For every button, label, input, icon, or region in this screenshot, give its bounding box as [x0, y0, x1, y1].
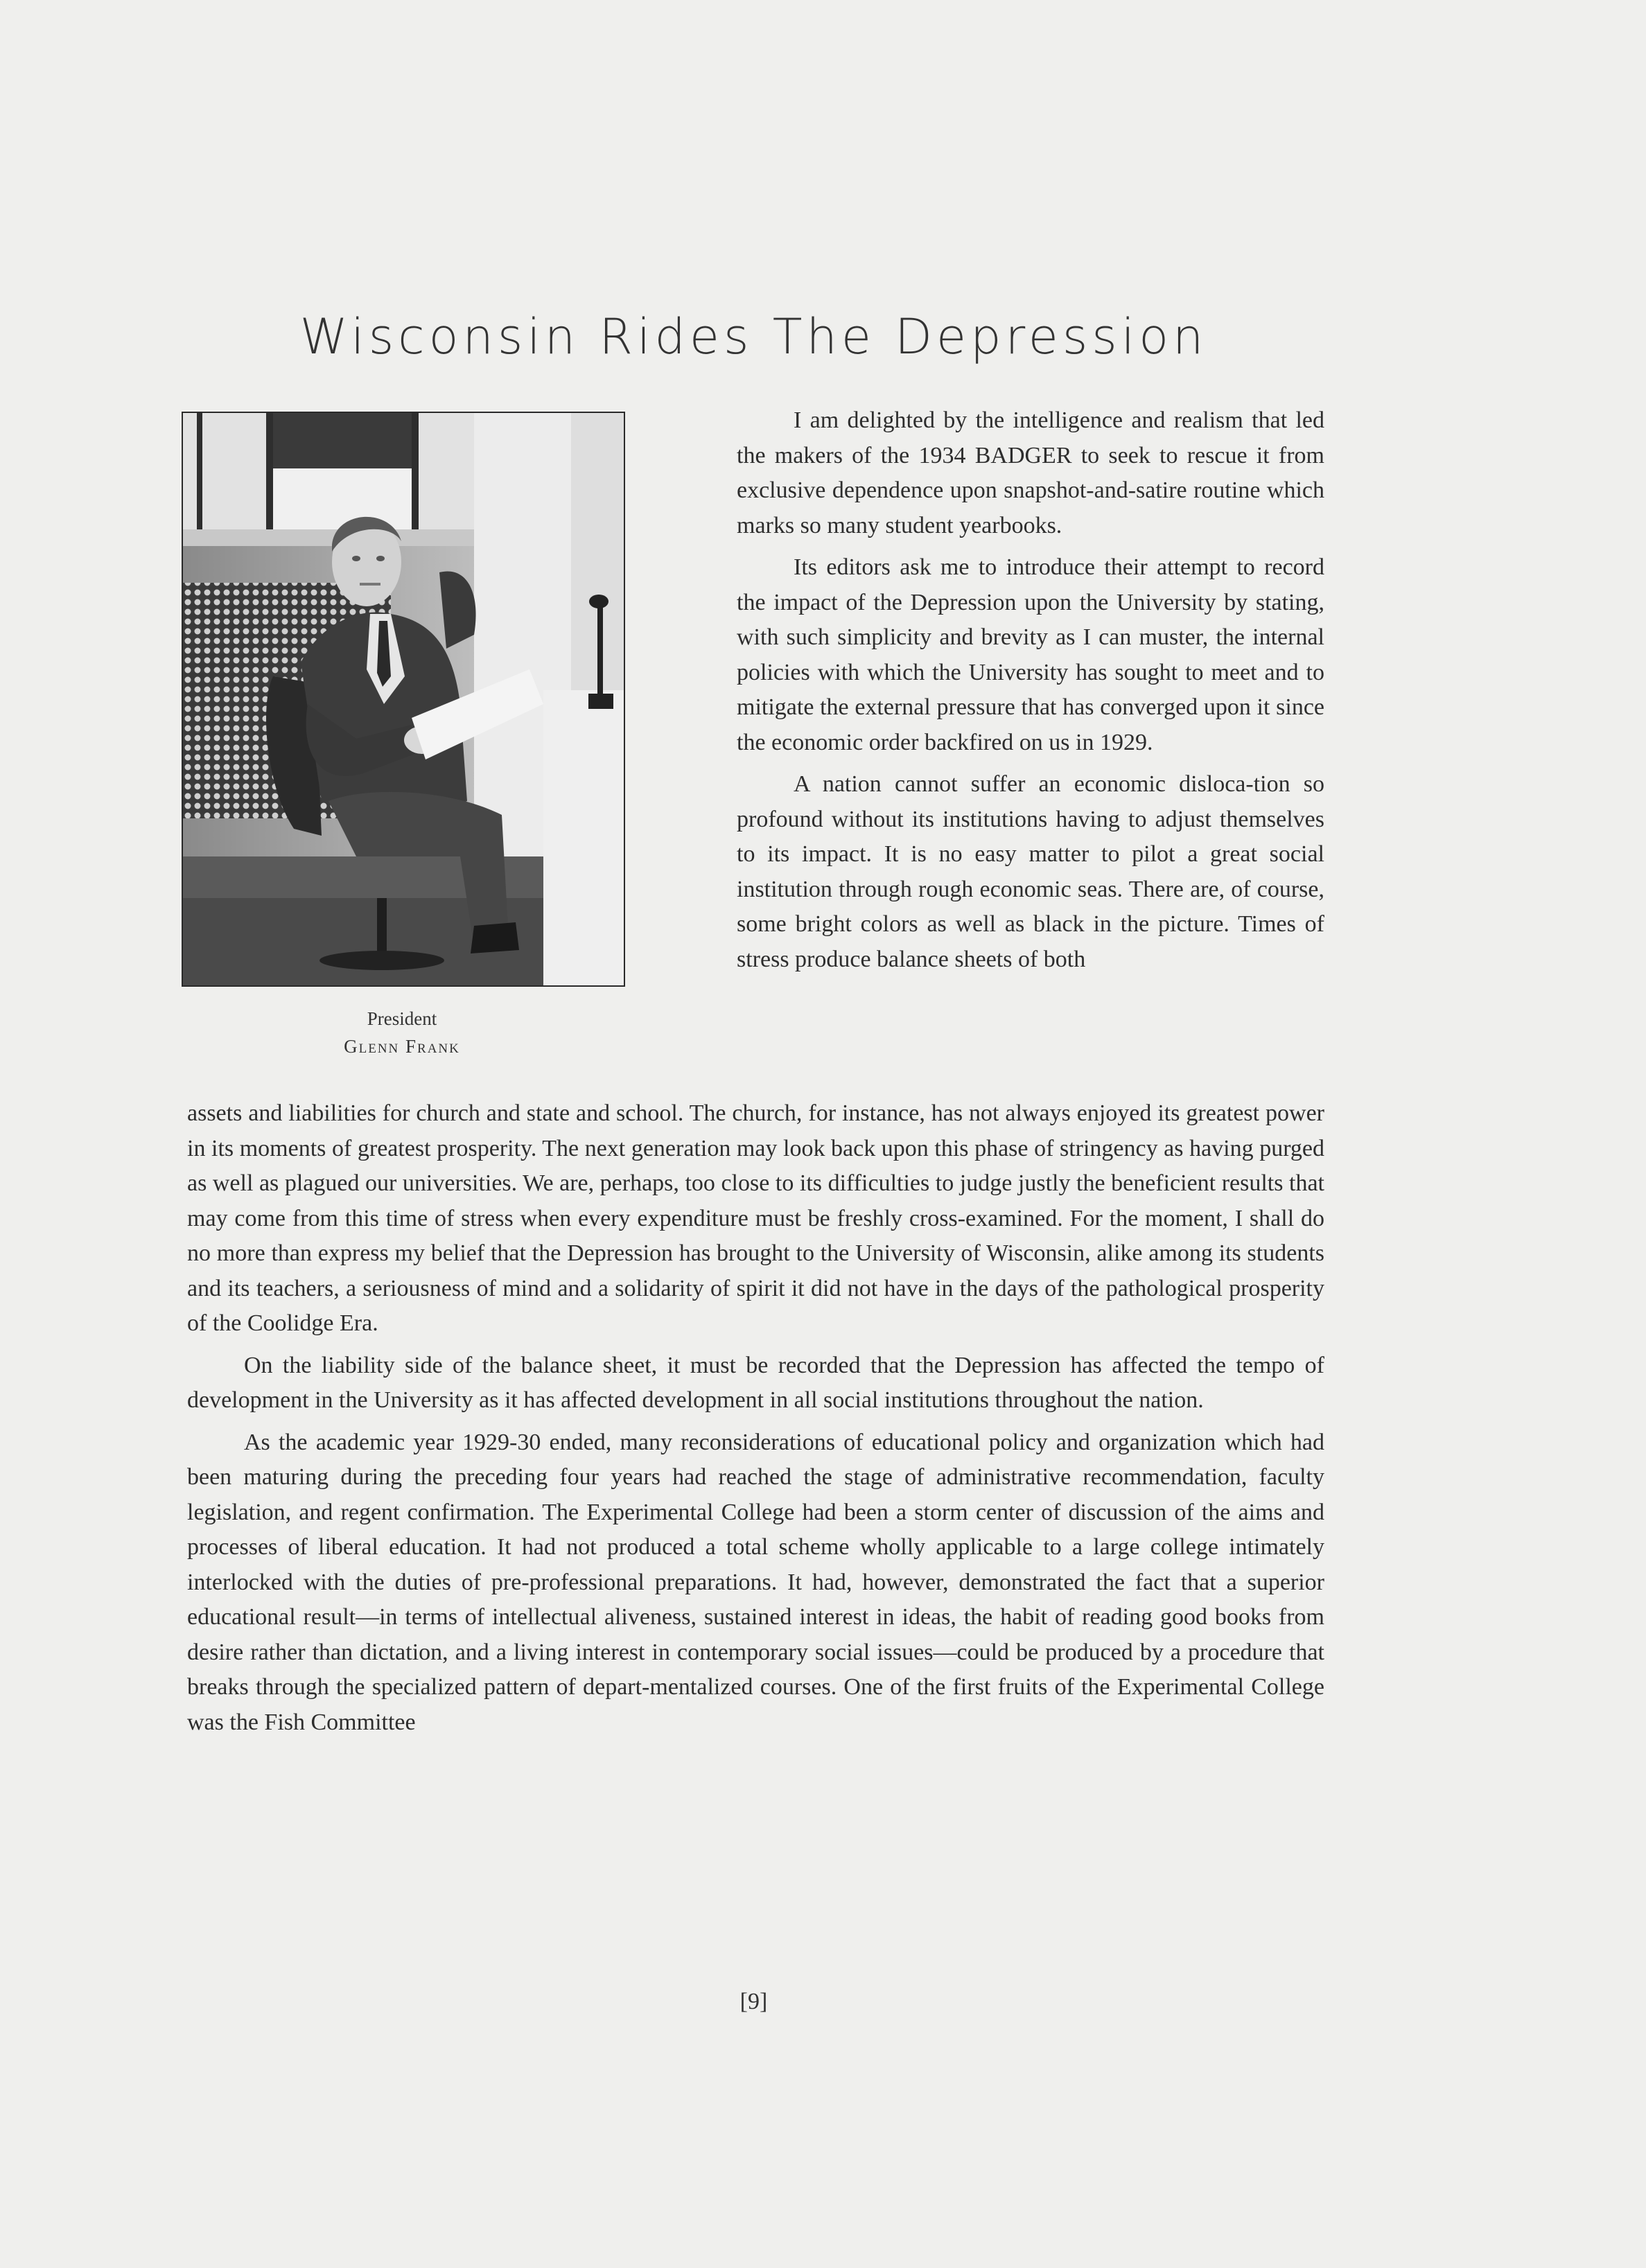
page-number: [9] — [739, 1989, 768, 2014]
main-column — [187, 1096, 1324, 1747]
intro-column — [737, 403, 1324, 984]
photo-caption — [182, 1005, 622, 1060]
paragraph: Its editors ask me to introduce their attempt to record the impact of the Depression upon the University by stating, with such simplicity and brevity as I can muster, the internal policies with which the University has sought to meet and to mitigate the external pressure that has converged upon it since the economic order backfired on us in 1929. — [737, 554, 1324, 755]
paragraph: On the liability side of the balance sheet, it must be recorded that the Depression has affected the tempo of development in the University as it has affected development in all social institutions throughout the nation. — [187, 1352, 1324, 1413]
paragraph: A nation cannot suffer an economic disloca-tion so profound without its institutions having to adjust themselves to its impact. It is no easy matter to pilot a great social institution through rough economic seas. There are, of course, some bright colors as well as black in the picture. Times of stress produce balance sheets of both — [737, 771, 1324, 972]
caption-title: President — [367, 1008, 437, 1029]
paragraph: As the academic year 1929-30 ended, many reconsiderations of educational policy and organization which had been maturing during the preceding four years had reached the stage of administrative recommendation, faculty legislation, and regent confirmation. The Experimental College had been a storm center of discussion of the aims and processes of liberal education. It had not produced a total scheme wholly applicable to a large college intimately interlocked with the duties of pre-professional preparations. It had, however, demonstrated the fact that a superior educational result—in terms of intellectual aliveness, sustained interest in ideas, the habit of reading good books from desire rather than dictation, and a living interest in contemporary social issues—could be produced by a procedure that breaks through the specialized pattern of depart-mentalized courses. One of the first fruits of the Experimental College was the Fish Committee — [187, 1429, 1324, 1735]
portrait-photo-image — [183, 413, 624, 985]
page-title: Wisconsin Rides The Depression — [299, 308, 1208, 365]
paragraph: assets and liabilities for church and state and school. The church, for instance, has not always enjoyed its greatest power in its moments of greatest prosperity. The next generation may look back upon this phase of stringency as having purged as well as plagued our universities. We are, perhaps, too close to its difficulties to judge justly the beneficient results that may come from this time of stress when every expenditure must be freshly cross-examined. For the moment, I shall do no more than express my belief that the Depression has brought to the University of Wisconsin, alike among its students and its teachers, a seriousness of mind and a solidarity of spirit it did not have in the days of the pathological prosperity of the Coolidge Era. — [187, 1100, 1324, 1336]
portrait-photo — [182, 412, 625, 987]
caption-name: Glenn Frank — [344, 1036, 460, 1057]
paragraph: I am delighted by the intelligence and realism that led the makers of the 1934 BADGER to seek to rescue it from exclusive dependence upon snapshot-and-satire routine which marks so many student yearbooks. — [737, 407, 1324, 538]
